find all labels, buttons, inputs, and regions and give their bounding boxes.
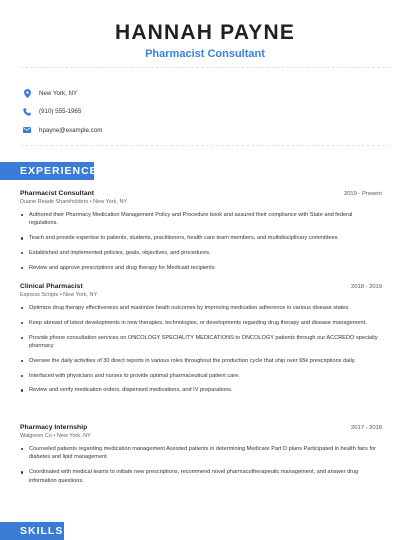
- job-entry: [20, 190, 382, 279]
- contact-list: [22, 84, 102, 140]
- bullet-item: Provide phone consultation services on ONCOLOGY SPECIALITY MEDICATIONS to ONCOLOGY patients through our ACCREDO specialty pharmacy: [20, 334, 382, 351]
- resume-header: [0, 21, 410, 61]
- bullet-item: Optimize drug therapy effectiveness and maximize heath outcomes by improving medication adherence in various disease states.: [20, 304, 382, 312]
- candidate-name: HANNAH PAYNE: [114, 21, 296, 44]
- map-pin-icon: [22, 88, 32, 98]
- job-entry: [20, 283, 382, 401]
- job-entry: [20, 424, 382, 491]
- bullet-item: Counseled patients regarding medication management Assisted patients in determining Medicare Part D plans Participated in health fairs for diabetes and lipid management: [20, 445, 382, 462]
- bullet-item: Keep abreast of latest developments in new therapies, technologies, or developments regarding drug therapy and disease management.: [20, 319, 382, 327]
- job-bullets: [20, 211, 382, 272]
- contact-text: New York, NY: [39, 89, 78, 97]
- bullet-item: Authored their Pharmacy Medication Management Policy and Procedure book and assured their compliance with State and federal regulations.: [20, 211, 382, 228]
- contact-text: (910) 555-1965: [39, 108, 82, 115]
- contact-text: hpayne@example.com: [39, 126, 103, 134]
- job-company: Duane Reade Shareholders • New York, NY: [20, 199, 128, 205]
- contacts-divider: [20, 145, 390, 146]
- bullet-item: Review and approve prescriptions and drug therapy for Medicaid recipients: [20, 264, 382, 272]
- bullet-item: Oversee the daily activities of 30 direct reports in various roles throughout the production cycle that ship over 65k prescriptions daily.: [20, 357, 382, 365]
- header-divider: [20, 67, 390, 68]
- contact-phone: [22, 103, 102, 121]
- job-title: Pharmacy Internship: [20, 424, 88, 431]
- job-dates: 2017 - 2018: [351, 425, 382, 431]
- bullet-item: Interfaced with physicians and nurses to provide optimal pharmaceutical patient care.: [20, 372, 382, 380]
- envelope-icon: [22, 125, 32, 135]
- job-bullets: [20, 445, 382, 485]
- contact-location: [22, 84, 102, 102]
- job-company: Walgreen Co • New York, NY: [20, 433, 91, 439]
- job-title: Clinical Pharmacist: [20, 283, 83, 290]
- phone-icon: [22, 107, 32, 117]
- contact-email: [22, 121, 102, 139]
- job-dates: 2019 - Present: [343, 191, 382, 197]
- bullet-item: Coordinated with medical teams to initiate new prescriptions, recommend novel pharmacotherapeutic management, and answer drug information questions.: [20, 468, 382, 485]
- candidate-title: Pharmacist Consultant: [145, 48, 265, 60]
- job-title: Pharmacist Consultant: [20, 190, 95, 197]
- job-bullets: [20, 304, 382, 395]
- section-heading-experience: EXPERIENCE: [0, 162, 94, 180]
- bullet-item: Established and implemented policies, goals, objectives, and procedures.: [20, 249, 382, 257]
- bullet-item: Teach and provide expertise to patients, students, practitioners, health care team members, and multidisciplinary committees.: [20, 234, 382, 242]
- job-company: Express Scripts • New York, NY: [20, 292, 98, 298]
- bullet-item: Review and verify medication orders, dispensed medications, and IV preparations.: [20, 386, 382, 394]
- job-dates: 2018 - 2019: [351, 284, 382, 290]
- section-heading-skills: SKILLS: [0, 522, 64, 540]
